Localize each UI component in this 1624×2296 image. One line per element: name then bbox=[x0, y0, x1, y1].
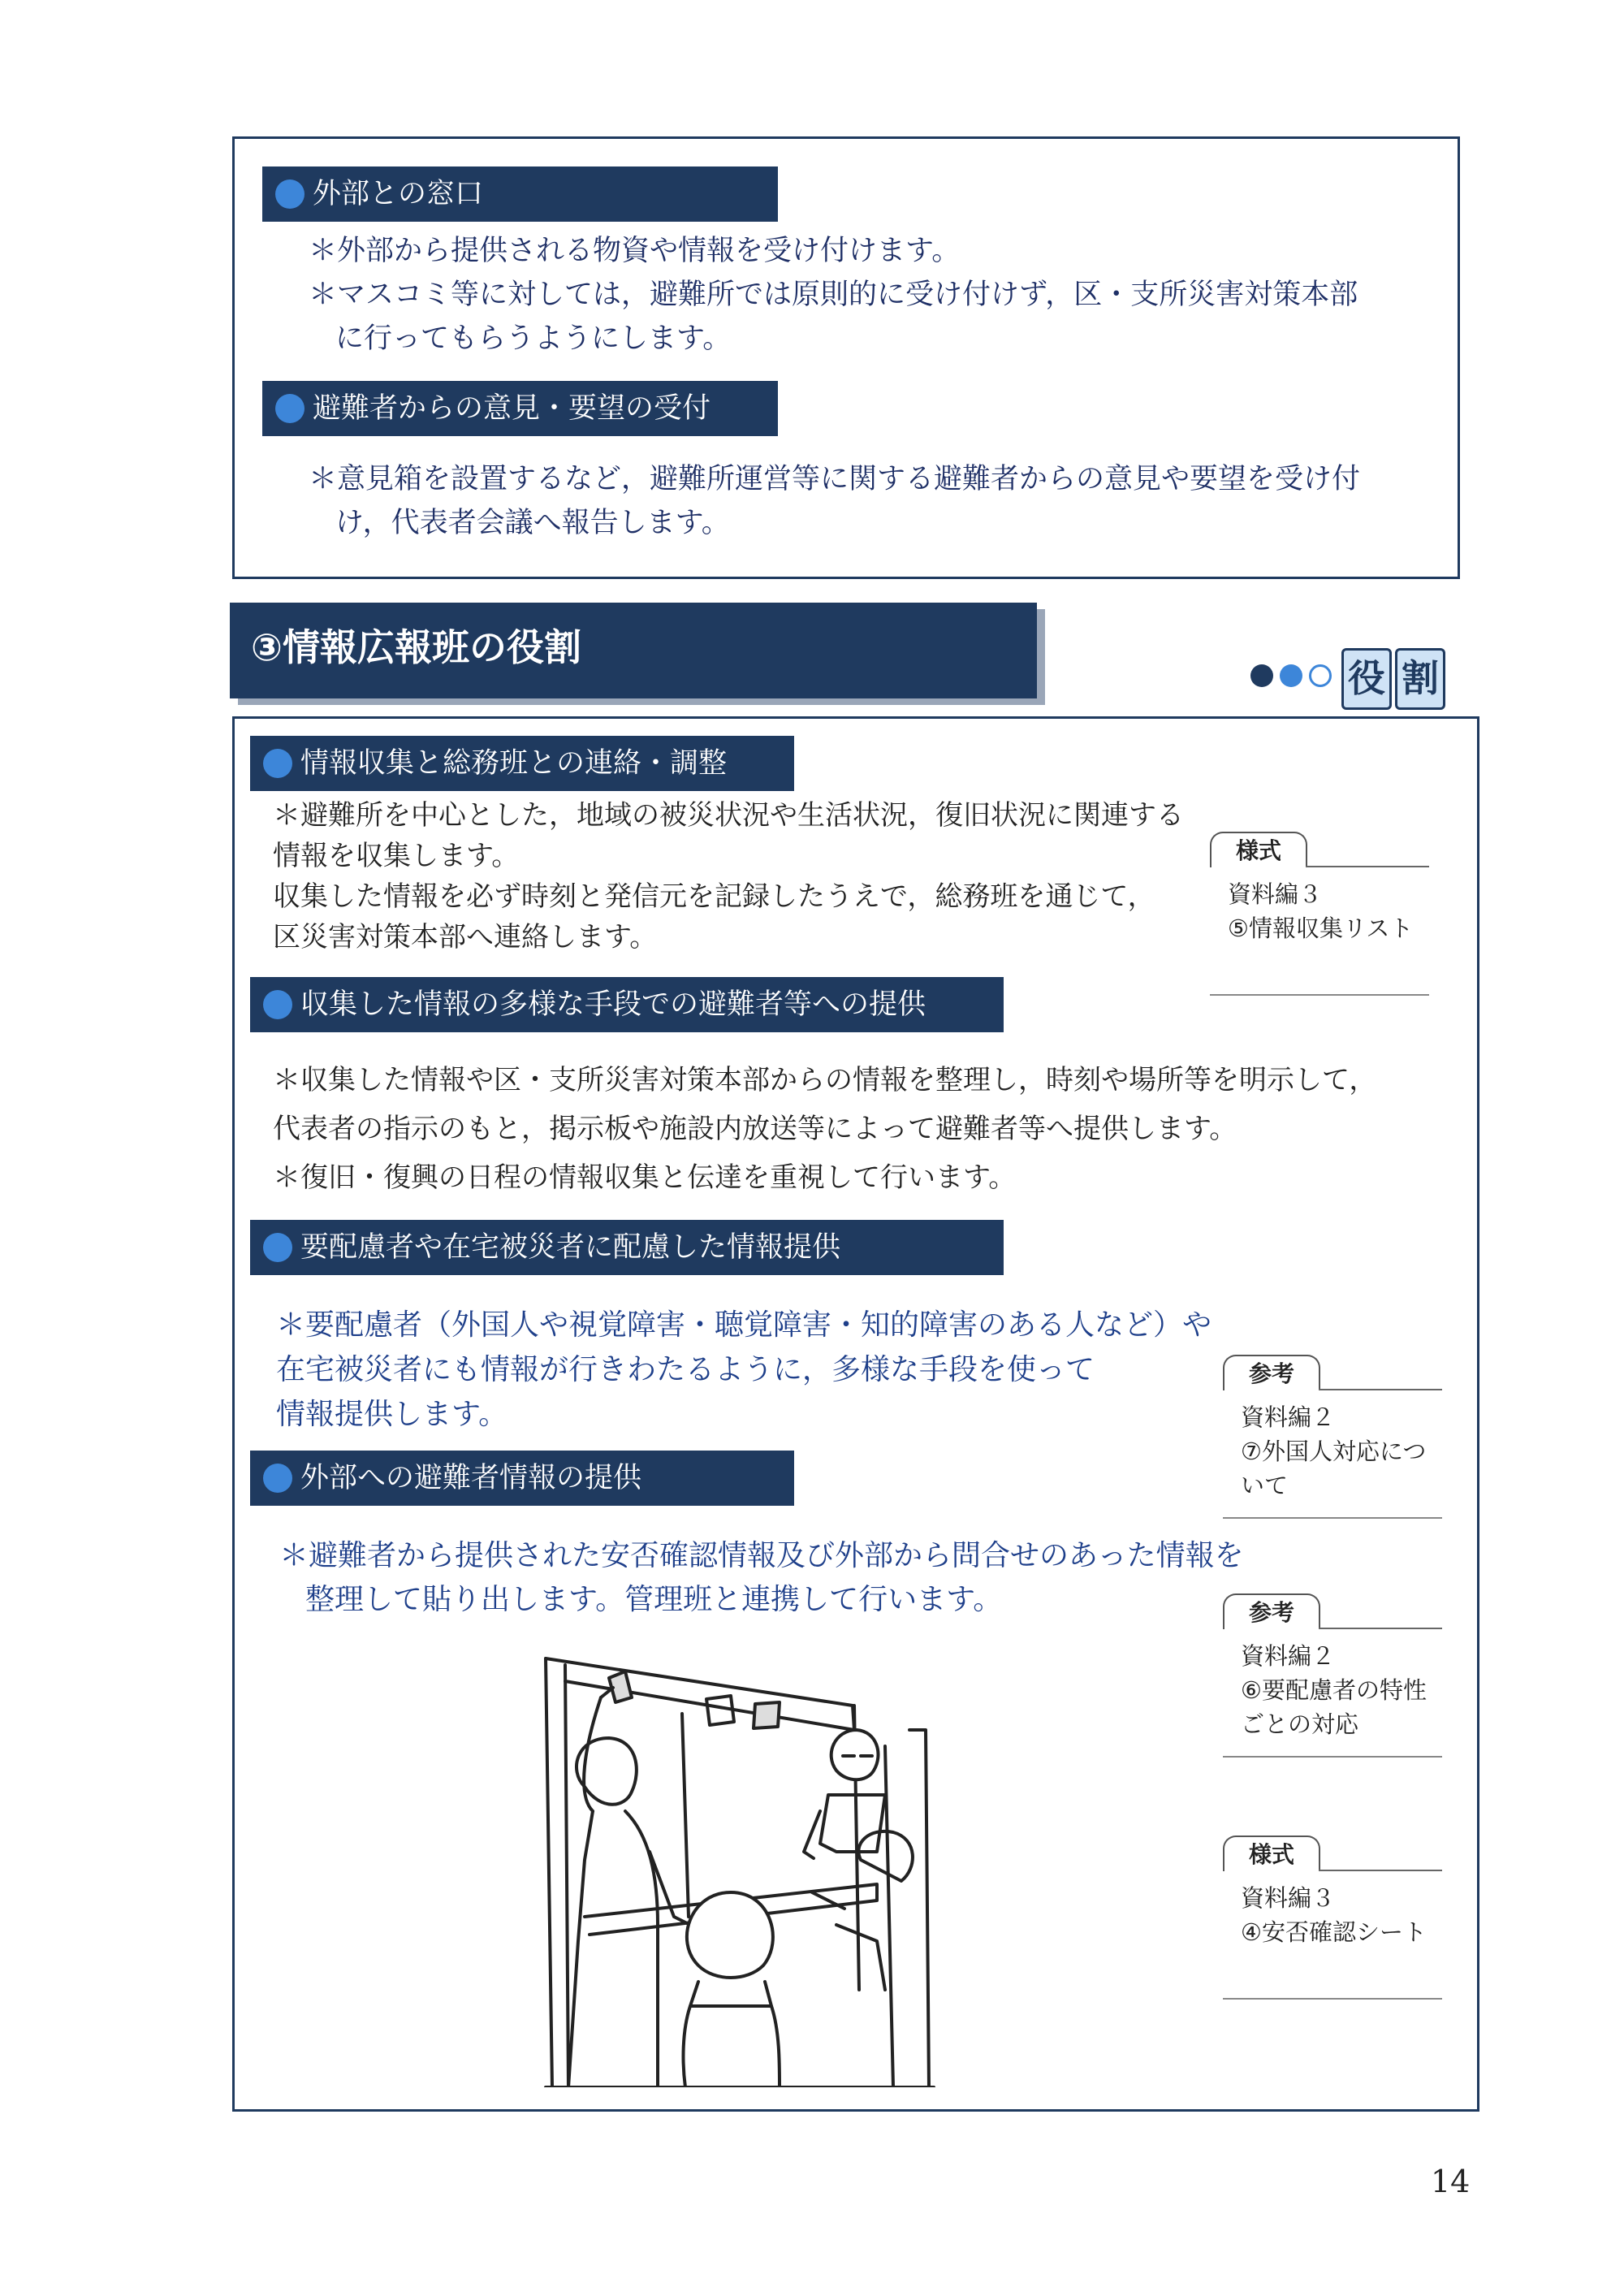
bullet-dot-icon bbox=[263, 749, 292, 778]
text-line: ＊意見箱を設置するなど，避難所運営等に関する避難者からの意見や要望を受け付 bbox=[309, 463, 1361, 495]
section-heading-care-needed: 要配慮者や在宅被災者に配慮した情報提供 bbox=[250, 1220, 1004, 1275]
page-number: 14 bbox=[1431, 2164, 1471, 2199]
ref-line: ⑤情報収集リスト bbox=[1228, 915, 1414, 942]
text-line: 在宅被災者にも情報が行きわたるように，多様な手段を使って bbox=[276, 1353, 1095, 1386]
ref-line: ⑥要配慮者の特性 bbox=[1241, 1676, 1427, 1704]
text-line: 整理して貼り出します。管理班と連携して行います。 bbox=[305, 1583, 1003, 1616]
side-ref-foreigner-support bbox=[1223, 1355, 1442, 1517]
bullet-dot-icon bbox=[275, 394, 304, 423]
section-heading-external-evacuee-info: 外部への避難者情報の提供 bbox=[250, 1451, 794, 1506]
ref-tab: 様式 bbox=[1223, 1836, 1320, 1871]
text-line: 情報を収集します。 bbox=[273, 840, 520, 872]
role-badge bbox=[1341, 648, 1445, 710]
bullet-dot-icon bbox=[275, 179, 304, 209]
text-line: ＊外部から提供される物資や情報を受け付けます。 bbox=[309, 235, 961, 267]
section-heading-info-collection: 情報収集と総務班との連絡・調整 bbox=[250, 736, 794, 791]
ref-line: いて bbox=[1241, 1472, 1289, 1499]
side-ref-safety-sheet bbox=[1223, 1836, 1442, 1998]
ref-line: 資料編２ bbox=[1241, 1403, 1336, 1431]
text-line: ＊復旧・復興の日程の情報収集と伝達を重視して行います。 bbox=[273, 1161, 1017, 1194]
ref-tab: 参考 bbox=[1223, 1593, 1320, 1629]
ref-line: 資料編３ bbox=[1228, 880, 1323, 908]
text-line: ＊収集した情報や区・支所災害対策本部からの情報を整理し，時刻や場所等を明示して， bbox=[273, 1064, 1377, 1096]
role-badge-char: 割 bbox=[1395, 648, 1445, 710]
ref-tab: 様式 bbox=[1210, 832, 1307, 867]
page-title: ③情報広報班の役割 bbox=[230, 603, 1037, 698]
side-ref-form-info-list bbox=[1210, 832, 1429, 994]
dot-blue-icon bbox=[1280, 664, 1302, 687]
ref-line: 資料編３ bbox=[1241, 1884, 1336, 1912]
text-line: ＊避難者から提供された安否確認情報及び外部から問合せのあった情報を bbox=[279, 1539, 1244, 1572]
text-line: 収集した情報を必ず時刻と発信元を記録したうえで，総務班を通じて， bbox=[273, 880, 1155, 913]
bullet-dot-icon bbox=[263, 990, 292, 1019]
text-line: 情報提供します。 bbox=[276, 1398, 508, 1431]
text-line: に行ってもらうようにします。 bbox=[335, 322, 732, 355]
section-heading-info-distribution: 収集した情報の多様な手段での避難者等への提供 bbox=[250, 977, 1004, 1032]
bullet-dot-icon bbox=[263, 1233, 292, 1262]
text-line: 区災害対策本部へ連絡します。 bbox=[273, 921, 658, 953]
ref-line: ④安否確認シート bbox=[1241, 1918, 1427, 1946]
dot-white-icon bbox=[1309, 664, 1332, 687]
ref-line: ⑦外国人対応につ bbox=[1241, 1438, 1427, 1465]
ref-line: ごとの対応 bbox=[1241, 1710, 1359, 1738]
section-heading-feedback: 避難者からの意見・要望の受付 bbox=[262, 381, 778, 436]
dot-dark-icon bbox=[1250, 664, 1273, 687]
text-line: ＊マスコミ等に対しては，避難所では原則的に受け付けず，区・支所災害対策本部 bbox=[309, 279, 1358, 311]
text-line: け，代表者会議へ報告します。 bbox=[335, 507, 730, 539]
ref-line: 資料編２ bbox=[1241, 1642, 1336, 1670]
text-line: ＊要配慮者（外国人や視覚障害・聴覚障害・知的障害のある人など）や bbox=[276, 1308, 1212, 1342]
role-badge-char: 役 bbox=[1341, 648, 1392, 710]
section-heading-external-window: 外部との窓口 bbox=[262, 166, 778, 222]
text-line: 代表者の指示のもと，掲示板や施設内放送等によって避難者等へ提供します。 bbox=[273, 1113, 1237, 1145]
bullet-dot-icon bbox=[263, 1464, 292, 1493]
ref-tab: 参考 bbox=[1223, 1355, 1320, 1390]
text-line: ＊避難所を中心とした，地域の被災状況や生活状況，復旧状況に関連する bbox=[273, 799, 1184, 832]
side-ref-care-needs bbox=[1223, 1593, 1442, 1756]
bulletin-board-illustration bbox=[536, 1649, 942, 2087]
